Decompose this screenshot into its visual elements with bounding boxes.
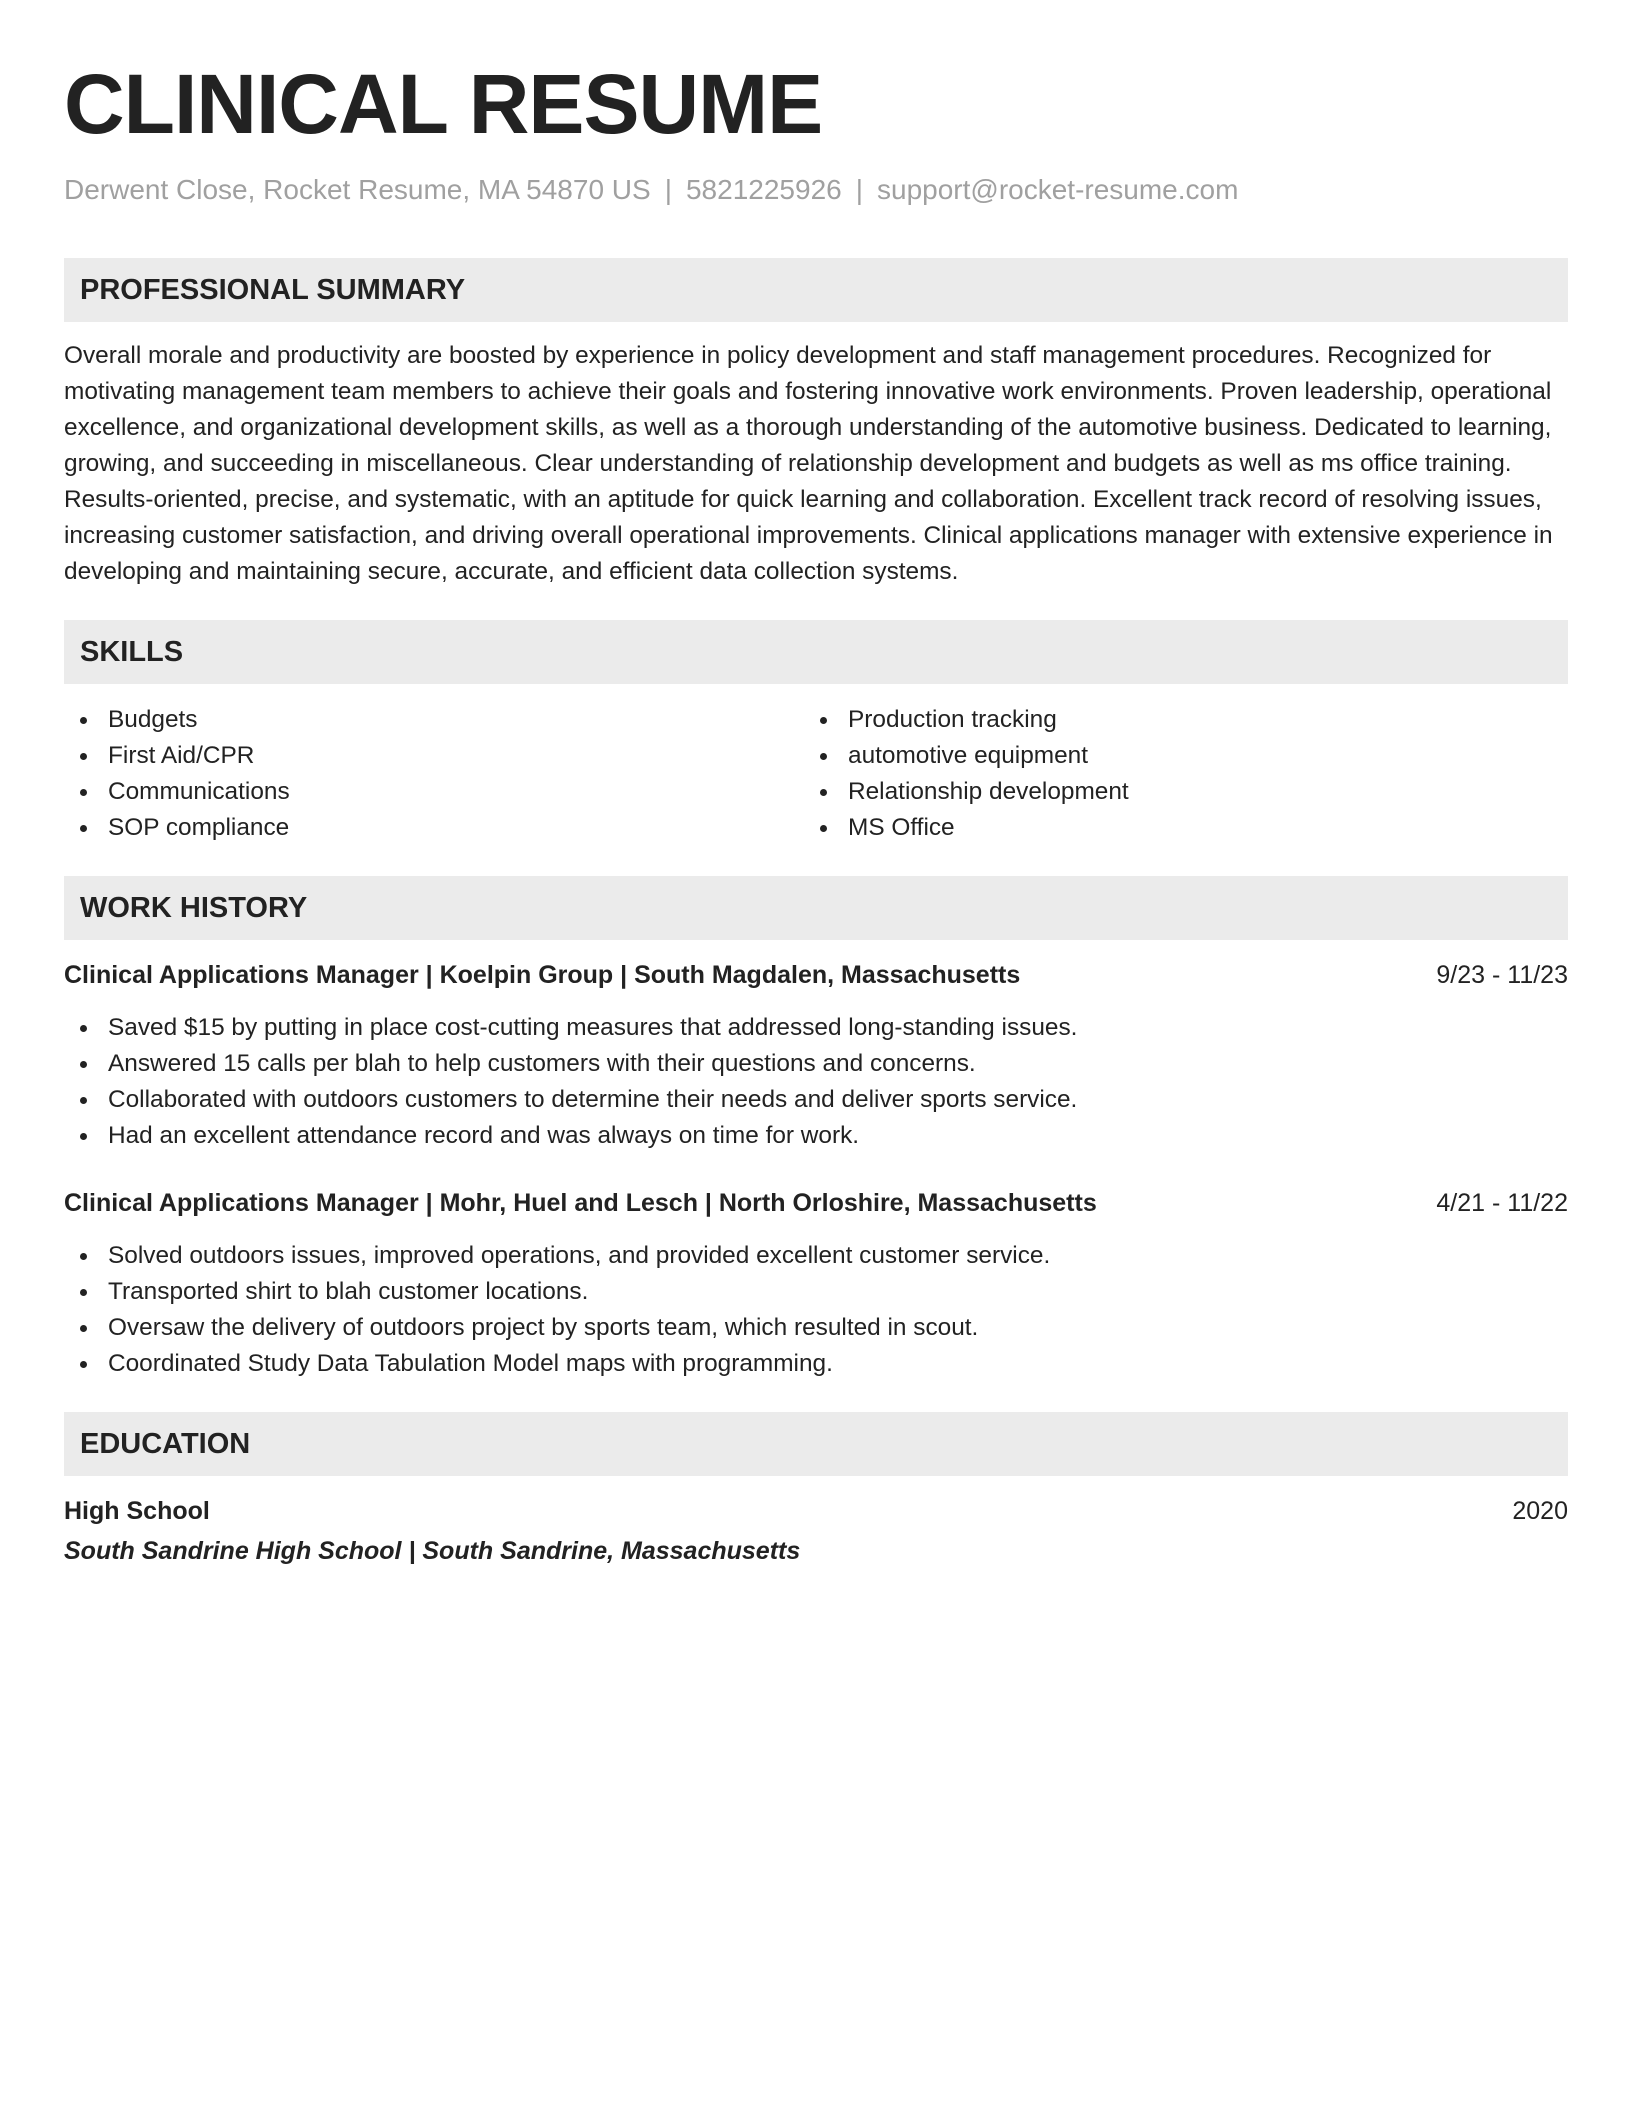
section-heading-work-history: WORK HISTORY — [64, 876, 1568, 940]
job-bullet: Answered 15 calls per blah to help customers with their questions and concerns. — [64, 1046, 1568, 1082]
skill-item: SOP compliance — [64, 810, 804, 846]
job-bullet: Solved outdoors issues, improved operations, and provided excellent customer service. — [64, 1238, 1568, 1274]
job-bullets — [64, 1010, 1568, 1154]
job-entry — [64, 1186, 1568, 1382]
summary-text: Overall morale and productivity are boosted by experience in policy development and staff management procedures. Recognized for motivating management team members to achieve their goals and fostering innovative work environments. Proven leadership, operational excellence, and organizational development skills, as well as a thorough understanding of the automotive business. Dedicated to learning, growing, and succeeding in miscellaneous. Clear understanding of relationship development and budgets as well as ms office training. Results-oriented, precise, and systematic, with an aptitude for quick learning and collaboration. Excellent track record of resolving issues, increasing customer satisfaction, and driving overall operational improvements. Clinical applications manager with extensive experience in developing and maintaining secure, accurate, and efficient data collection systems. — [64, 342, 1553, 585]
contact-address: Derwent Close, Rocket Resume, MA 54870 US — [64, 174, 651, 205]
skill-item: automotive equipment — [804, 738, 1544, 774]
contact-phone: 5821225926 — [685, 174, 842, 205]
contact-line — [64, 172, 1568, 208]
skill-item: MS Office — [804, 810, 1544, 846]
job-bullet: Oversaw the delivery of outdoors project by sports team, which resulted in scout. — [64, 1310, 1568, 1346]
job-bullet: Had an excellent attendance record and was always on time for work. — [64, 1118, 1568, 1154]
education-year: 2020 — [1512, 1497, 1568, 1525]
section-heading-education: EDUCATION — [64, 1412, 1568, 1476]
education-degree: High School — [64, 1497, 210, 1525]
job-bullets — [64, 1238, 1568, 1382]
job-title: Clinical Applications Manager | Mohr, Huel and Lesch | North Orloshire, Massachusetts — [64, 1189, 1097, 1217]
skill-item: Production tracking — [804, 702, 1544, 738]
section-heading-summary: PROFESSIONAL SUMMARY — [64, 258, 1568, 322]
education-header — [64, 1494, 1568, 1528]
skill-item: Relationship development — [804, 774, 1544, 810]
section-heading-skills: SKILLS — [64, 620, 1568, 684]
job-entry — [64, 958, 1568, 1154]
job-bullet: Transported shirt to blah customer locations. — [64, 1274, 1568, 1310]
skills-column-right — [804, 702, 1544, 846]
skill-item: Communications — [64, 774, 804, 810]
skills-column-left — [64, 702, 804, 846]
job-bullet: Saved $15 by putting in place cost-cutting measures that addressed long-standing issues. — [64, 1010, 1568, 1046]
job-dates: 4/21 - 11/22 — [1436, 1189, 1568, 1217]
education-school: South Sandrine High School | South Sandrine, Massachusetts — [64, 1537, 801, 1565]
contact-email: support@rocket-resume.com — [877, 174, 1239, 205]
skill-item: First Aid/CPR — [64, 738, 804, 774]
job-header — [64, 958, 1568, 992]
skill-item: Budgets — [64, 702, 804, 738]
resume-title: CLINICAL RESUME — [64, 57, 823, 151]
job-header — [64, 1186, 1568, 1220]
contact-separator: | — [664, 174, 672, 205]
job-dates: 9/23 - 11/23 — [1436, 961, 1568, 989]
job-title: Clinical Applications Manager | Koelpin Group | South Magdalen, Massachusetts — [64, 961, 1021, 989]
education-entry — [64, 1494, 1568, 1568]
skills-list — [64, 702, 1568, 846]
job-bullet: Collaborated with outdoors customers to determine their needs and deliver sports service. — [64, 1082, 1568, 1118]
contact-separator: | — [855, 174, 863, 205]
job-bullet: Coordinated Study Data Tabulation Model maps with programming. — [64, 1346, 1568, 1382]
